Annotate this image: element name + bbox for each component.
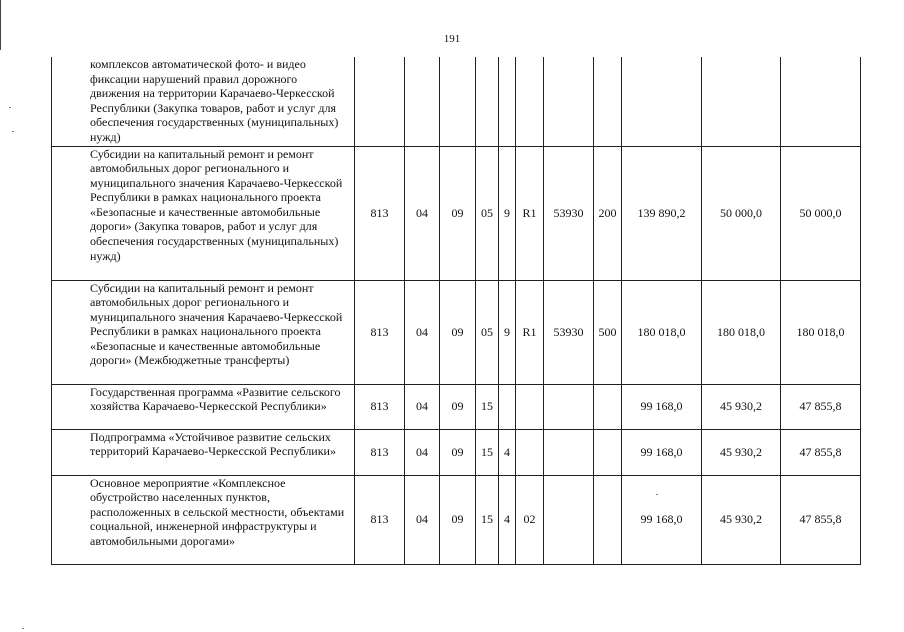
row-description: Основное мероприятие «Комплексное обустройство населенных пунктов, расположенных в сельской местности, объектами социальной, инженерной инфраструктуры и автомобильными дорогами»	[52, 475, 355, 564]
subsection-code: 09	[440, 429, 476, 475]
amount-2022: 47 855,8	[781, 429, 861, 475]
table-row	[52, 429, 861, 475]
event-code	[516, 384, 544, 429]
subprogram-code: 9	[499, 146, 516, 280]
expense-type-code	[594, 475, 622, 564]
scan-speck	[12, 131, 14, 132]
direction-code: 53930	[544, 146, 594, 280]
table-row	[52, 384, 861, 429]
row-description: Государственная программа «Развитие сельского хозяйства Карачаево-Черкесской Республики»	[52, 384, 355, 429]
section-code: 04	[405, 429, 440, 475]
amount-2021: 45 930,2	[702, 475, 781, 564]
section-code: 04	[405, 280, 440, 384]
page-number: 191	[443, 33, 461, 45]
amount-2022	[781, 57, 861, 146]
table-row	[52, 280, 861, 384]
table-row	[52, 146, 861, 280]
amount-2022: 50 000,0	[781, 146, 861, 280]
event-code	[516, 57, 544, 146]
subprogram-code	[499, 384, 516, 429]
section-code: 04	[405, 384, 440, 429]
direction-code	[544, 57, 594, 146]
expense-type-code: 200	[594, 146, 622, 280]
program-code: 05	[476, 280, 499, 384]
amount-2022: 47 855,8	[781, 384, 861, 429]
amount-2020: 99 168,0	[622, 429, 702, 475]
amount-2020: 180 018,0	[622, 280, 702, 384]
subprogram-code: 9	[499, 280, 516, 384]
scan-speck	[22, 628, 24, 629]
amount-2020: 99 168,0	[622, 384, 702, 429]
subprogram-code: 4	[499, 429, 516, 475]
direction-code	[544, 429, 594, 475]
scan-speck	[9, 107, 11, 108]
amount-2021: 180 018,0	[702, 280, 781, 384]
direction-code: 53930	[544, 280, 594, 384]
ministry-code: 813	[355, 280, 405, 384]
row-description: комплексов автоматической фото- и видео фиксации нарушений правил дорожного движения на территории Карачаево-Черкесской Республики (Закупка товаров, работ и услуг для обеспечения государственных (муниципальных) нужд)	[52, 57, 355, 146]
subprogram-code	[499, 57, 516, 146]
event-code: 02	[516, 475, 544, 564]
row-description: Субсидии на капитальный ремонт и ремонт автомобильных дорог регионального и муниципального значения Карачаево-Черкесской Республики в рамках национального проекта «Безопасные и качественные автомобильные дороги» (Межбюджетные трансферты)	[52, 280, 355, 384]
program-code: 15	[476, 475, 499, 564]
subsection-code	[440, 57, 476, 146]
expense-type-code: 500	[594, 280, 622, 384]
amount-2022: 180 018,0	[781, 280, 861, 384]
event-code: R1	[516, 280, 544, 384]
row-description: Подпрограмма «Устойчивое развитие сельских территорий Карачаево-Черкесской Республики»	[52, 429, 355, 475]
table-row	[52, 475, 861, 564]
budget-table	[51, 57, 861, 565]
section-code: 04	[405, 475, 440, 564]
amount-2021: 45 930,2	[702, 384, 781, 429]
amount-2020	[622, 57, 702, 146]
program-code	[476, 57, 499, 146]
expense-type-code	[594, 384, 622, 429]
event-code	[516, 429, 544, 475]
amount-2021	[702, 57, 781, 146]
amount-2021: 50 000,0	[702, 146, 781, 280]
subsection-code: 09	[440, 146, 476, 280]
amount-2020: 99 168,0	[622, 475, 702, 564]
ministry-code	[355, 57, 405, 146]
row-description: Субсидии на капитальный ремонт и ремонт автомобильных дорог регионального и муниципального значения Карачаево-Черкесской Республики в рамках национального проекта «Безопасные и качественные автомобильные дороги» (Закупка товаров, работ и услуг для обеспечения государственных (муниципальных) нужд)	[52, 146, 355, 280]
section-code	[405, 57, 440, 146]
direction-code	[544, 475, 594, 564]
ministry-code: 813	[355, 429, 405, 475]
subsection-code: 09	[440, 280, 476, 384]
section-code: 04	[405, 146, 440, 280]
subsection-code: 09	[440, 475, 476, 564]
expense-type-code	[594, 57, 622, 146]
ministry-code: 813	[355, 384, 405, 429]
table-row	[52, 57, 861, 146]
amount-2020: 139 890,2	[622, 146, 702, 280]
scan-speck	[656, 494, 658, 495]
program-code: 05	[476, 146, 499, 280]
direction-code	[544, 384, 594, 429]
subprogram-code: 4	[499, 475, 516, 564]
ministry-code: 813	[355, 475, 405, 564]
program-code: 15	[476, 429, 499, 475]
ministry-code: 813	[355, 146, 405, 280]
event-code: R1	[516, 146, 544, 280]
subsection-code: 09	[440, 384, 476, 429]
amount-2021: 45 930,2	[702, 429, 781, 475]
program-code: 15	[476, 384, 499, 429]
expense-type-code	[594, 429, 622, 475]
amount-2022: 47 855,8	[781, 475, 861, 564]
